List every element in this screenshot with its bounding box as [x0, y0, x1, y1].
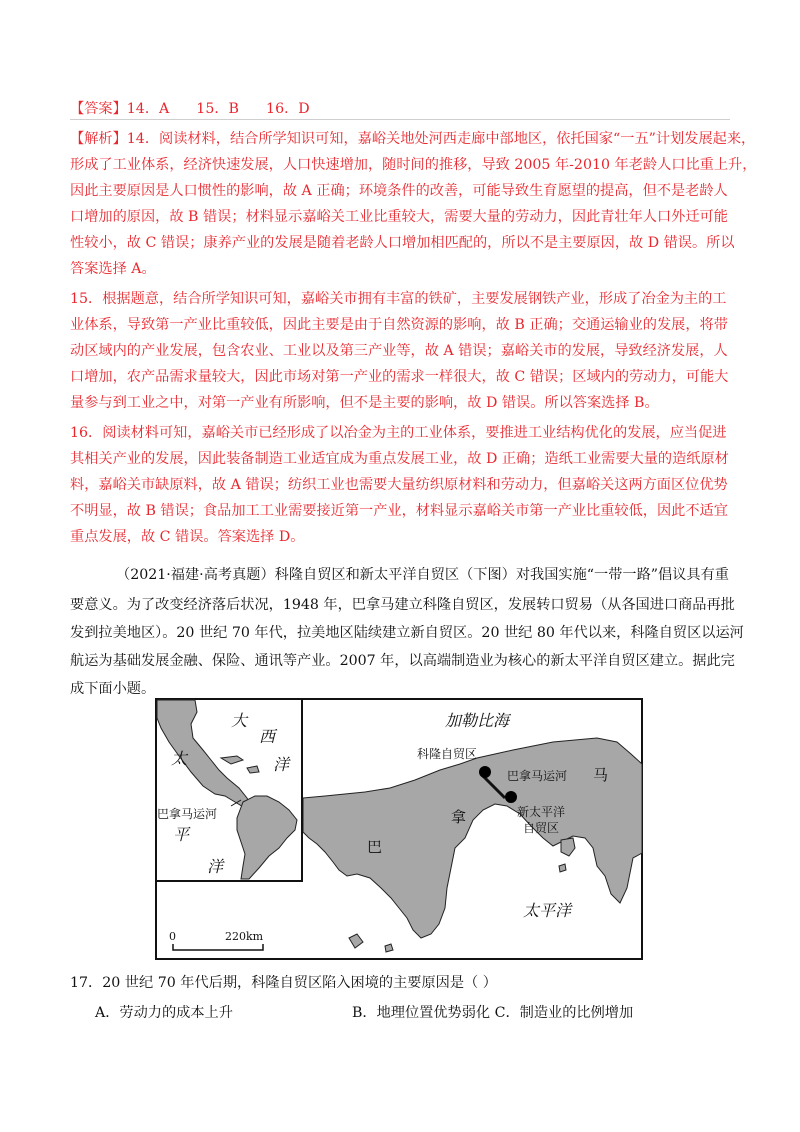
island [385, 944, 393, 952]
inset-atlantic-label-1: 大 [231, 711, 248, 730]
analysis-line: 口增加，农产品需求量较大，因此市场对第一产业的需求一样很大，故 C 错误；区域内的劳动力，可能大 [70, 369, 729, 385]
divider [70, 119, 730, 120]
analysis-text: 14．阅读材料，结合所学知识可知，嘉峪关地处河西走廊中部地区，依托国家“一五”计划发展起来， [126, 131, 756, 147]
scale-distance: 220km [225, 930, 264, 943]
analysis-line: 15．根据题意，结合所学知识可知，嘉峪关市拥有丰富的铁矿，主要发展钢铁产业，形成了冶金为主的工 [70, 291, 727, 307]
passage-line: 成下面小题。 [70, 681, 156, 697]
caribbean-label: 加勒比海 [445, 711, 510, 730]
answer-tag: 【答案】 [70, 101, 127, 117]
analysis-line: 重点发展，故 C 错误。答案选择 D。 [70, 529, 305, 545]
passage-line: （2021·福建·高考真题）科隆自贸区和新太平洋自贸区（下图）对我国实施“一带一路”倡议具有重 [116, 567, 729, 583]
analysis-line: 16．阅读材料可知，嘉峪关市已经形成了以冶金为主的工业体系，要推进工业结构优化的发展，应当促进 [70, 425, 727, 441]
analysis-line: 料，嘉峪关市缺原料，故 A 错误；纺织工业也需要大量纺织原材料和劳动力，但嘉峪关这两方面区位优势 [70, 477, 728, 493]
question-stem: 17．20 世纪 70 年代后期，科隆自贸区陷入困境的主要原因是（ ） [70, 975, 497, 991]
passage-line: 要意义。为了改变经济落后状况，1948 年，巴拿马建立科隆自贸区，发展转口贸易（从各国进口商品再批 [70, 597, 735, 613]
analysis-line: 形成了工业体系，经济快速发展，人口快速增加，随时间的推移，导致 2005 年-2010 年老龄人口比重上升， [70, 157, 757, 173]
colon-zone-label: 科隆自贸区 [417, 747, 478, 761]
new-pacific-label-2: 自贸区 [523, 821, 560, 835]
analysis-line: 口增加的原因，故 B 错误；材料显示嘉峪关工业比重较大，需要大量的劳动力，因此青壮年人口外迁可能 [70, 209, 728, 225]
new-pacific-label-1: 新太平洋 [517, 805, 566, 819]
analysis-line-1 [70, 128, 755, 148]
answer-values: 14．A 15．B 16．D [126, 101, 310, 117]
analysis-line: 不明显，故 B 错误；食品加工工业需要接近第一产业，材料显示嘉峪关市第一产业比重较低，因此不适宜 [70, 503, 728, 519]
island [559, 864, 566, 872]
analysis-line: 其相关产业的发展，因此装备制造工业适宜成为重点发展工业，故 D 正确；造纸工业需要大量的造纸原材 [70, 451, 729, 467]
passage-line: 航运为基础发展金融、保险、通讯等产业。2007 年，以高端制造业为核心的新太平洋自贸区建立。据此完 [70, 653, 735, 669]
scale-zero: 0 [169, 930, 176, 943]
analysis-tag: 【解析】 [70, 131, 127, 147]
inset-pacific-label-3: 洋 [207, 857, 224, 876]
analysis-line: 动区域内的产业发展，包含农业、工业以及第三产业等，故 A 错误；嘉峪关市的发展，导致经济发展，人 [70, 343, 728, 359]
option-b-c: B．地理位置优势弱化 C．制造业的比例增加 [352, 1005, 634, 1021]
analysis-line: 因此主要原因是人口惯性的影响，故 A 正确；环境条件的改善，可能导致生育愿望的提高，但不是老龄人 [70, 183, 728, 199]
new-pacific-zone-marker [505, 791, 517, 803]
option-a: A．劳动力的成本上升 [95, 1005, 233, 1021]
answer-line [70, 98, 310, 118]
inset-pacific-label-1: 太 [171, 749, 188, 768]
canal-label: 巴拿马运河 [507, 769, 568, 783]
country-label-2: 拿 [451, 808, 467, 826]
passage-line: 发到拉美地区）。20 世纪 70 年代，拉美地区陆续建立新自贸区。20 世纪 80 年代以来，科隆自贸区以运河 [70, 625, 744, 641]
country-label-1: 巴 [367, 838, 383, 856]
inset-pacific-label-2: 平 [173, 825, 190, 844]
inset-atlantic-label-2: 西 [259, 727, 276, 746]
analysis-line: 量参与到工业之中，对第一产业有所影响，但不是主要的影响，故 D 错误。所以答案选择 B。 [70, 395, 659, 411]
colon-zone-marker [479, 766, 491, 778]
analysis-line: 答案选择 A。 [70, 261, 156, 277]
panama-map [155, 698, 643, 960]
inset-canal-label: 巴拿马运河 [157, 807, 218, 821]
analysis-line: 业体系，导致第一产业比重较低，因此主要是由于自然资源的影响，故 B 正确；交通运输业的发展，将带 [70, 317, 728, 333]
pacific-label: 太平洋 [523, 901, 572, 920]
analysis-line: 性较小，故 C 错误；康养产业的发展是随着老龄人口增加相匹配的，所以不是主要原因，故 D 错误。所以 [70, 235, 735, 251]
country-label-3: 马 [593, 766, 609, 784]
inset-atlantic-label-3: 洋 [273, 755, 290, 774]
